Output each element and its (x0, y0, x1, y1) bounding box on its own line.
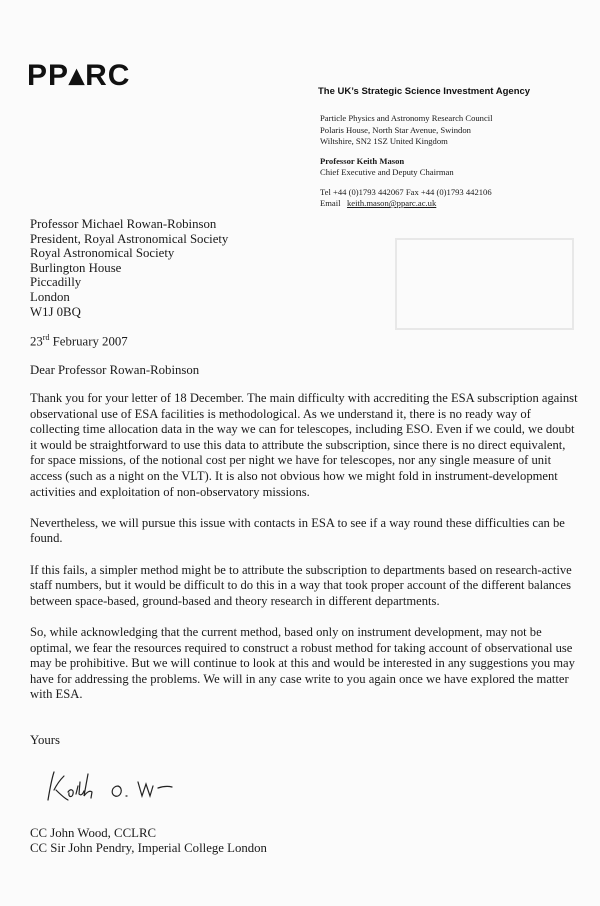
email-label: Email (320, 198, 341, 208)
body-paragraph: So, while acknowledging that the current method, based only on instrument development, may not be optimal, we fear the resources required to construct a robust method for taking account of observational use may be prohibitive. But we will continue to look at this and would be interested in any suggestions you may have for addressing the problems. We will in any case write to you again once we have explored the matter with ESA. (30, 624, 575, 702)
letterhead-contact-block (320, 113, 493, 210)
body-paragraph: Thank you for your letter of 18 December. The main difficulty with accrediting the ESA subscription against observational use of ESA facilities is methodological. As we understand it, there is no ready way of collecting time allocation data in the way we can for telescopes, including ESO. Even if we could, we doubt it would be straightforward to use this data to attribute the subscription, since there is no direct equivalent, for space missions, of the notional cost per night we have for telescopes, nor any single measure of unit access (such as a night on the VLT). It is also not obvious how we might fold in instrument-development activities and exploitation of non-observatory missions. (30, 391, 578, 499)
handwritten-signature (40, 760, 200, 810)
cc-line: CC Sir John Pendry, Imperial College London (30, 841, 267, 855)
recipient-line: London (30, 289, 70, 304)
date-suffix: rd (42, 333, 50, 342)
letter-date (30, 333, 128, 349)
address-line: Polaris House, North Star Avenue, Swindon (320, 124, 471, 135)
body-paragraph: Nevertheless, we will pursue this issue with contacts in ESA to see if a way round these difficulties can be found. (30, 515, 565, 546)
salutation: Dear Professor Rowan-Robinson (30, 363, 200, 377)
phone-fax-line: Tel +44 (0)1793 442067 Fax +44 (0)1793 442106 (320, 186, 492, 197)
date-day: 23 (30, 334, 43, 349)
sender-title: Chief Executive and Deputy Chairman (320, 167, 454, 177)
letter-body (30, 391, 578, 718)
recipient-line: W1J 0BQ (30, 304, 81, 319)
recipient-line: President, Royal Astronomical Society (30, 231, 229, 246)
closing: Yours (30, 733, 60, 747)
recipient-line: Royal Astronomical Society (30, 246, 175, 261)
sender-name: Professor Keith Mason (320, 155, 405, 166)
faint-stamp (395, 238, 574, 330)
agency-tagline: The UK’s Strategic Science Investment Agency (318, 86, 531, 97)
organisation-name: Particle Physics and Astronomy Research Council (320, 113, 493, 123)
address-line: Wiltshire, SN2 1SZ United Kingdom (320, 136, 448, 146)
email-line (320, 198, 493, 210)
cc-list (30, 826, 267, 856)
recipient-line: Burlington House (30, 260, 122, 275)
email-link[interactable]: keith.mason@pparc.ac.uk (346, 198, 437, 208)
pparc-logo: PP▴RC (27, 59, 131, 92)
body-paragraph: If this fails, a simpler method might be to attribute the subscription to departments based on research-active staff numbers, but it would be difficult to do this in a way that took proper account of the different balances between space-based, ground-based and theory research in different departments. (30, 562, 572, 608)
cc-line: CC John Wood, CCLRC (30, 826, 157, 840)
recipient-address (30, 217, 228, 319)
recipient-line: Piccadilly (30, 275, 82, 290)
date-rest: February 2007 (49, 334, 128, 349)
recipient-line: Professor Michael Rowan-Robinson (30, 217, 217, 231)
